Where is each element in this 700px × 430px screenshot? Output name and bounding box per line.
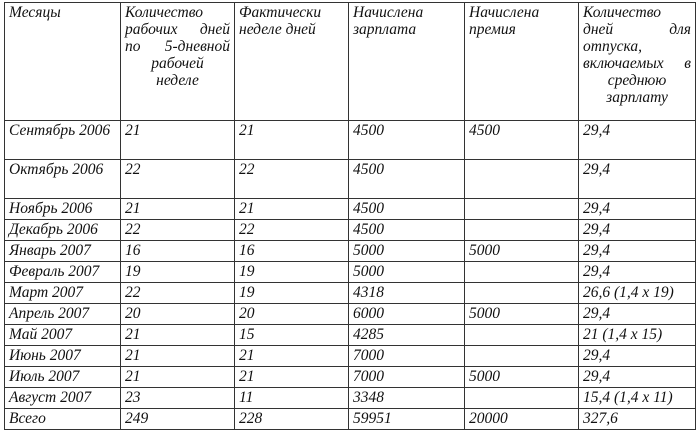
header-workdays-line: неделе bbox=[156, 72, 199, 89]
cell-actual: 21 bbox=[235, 367, 349, 388]
table-row bbox=[5, 220, 696, 241]
cell-workdays: 21 bbox=[121, 199, 235, 220]
cell-month: Январь 2007 bbox=[5, 241, 121, 262]
cell-vacation: 29,4 bbox=[579, 220, 696, 241]
cell-actual: 21 bbox=[235, 346, 349, 367]
table-row bbox=[5, 346, 696, 367]
header-vacation-line: зарплату bbox=[606, 89, 668, 106]
header-workdays-line: Количество bbox=[125, 4, 203, 21]
table-row bbox=[5, 241, 696, 262]
cell-actual: 22 bbox=[235, 220, 349, 241]
cell-vacation: 29,4 bbox=[579, 304, 696, 325]
cell-bonus: 5000 bbox=[465, 367, 579, 388]
cell-actual: 228 bbox=[235, 409, 349, 430]
cell-salary: 3348 bbox=[349, 388, 465, 409]
cell-bonus bbox=[465, 283, 579, 304]
cell-bonus: 5000 bbox=[465, 241, 579, 262]
table-row bbox=[5, 160, 696, 199]
cell-workdays: 21 bbox=[121, 121, 235, 160]
cell-month: Июнь 2007 bbox=[5, 346, 121, 367]
header-bonus-line: Начислена bbox=[469, 4, 540, 21]
header-vacation-line: включаемых в bbox=[583, 55, 691, 72]
cell-workdays: 249 bbox=[121, 409, 235, 430]
cell-vacation: 29,4 bbox=[579, 121, 696, 160]
cell-vacation: 29,4 bbox=[579, 262, 696, 283]
cell-bonus bbox=[465, 346, 579, 367]
cell-workdays: 23 bbox=[121, 388, 235, 409]
cell-salary: 5000 bbox=[349, 262, 465, 283]
cell-actual: 11 bbox=[235, 388, 349, 409]
header-actual bbox=[235, 3, 349, 121]
cell-salary: 4500 bbox=[349, 199, 465, 220]
cell-workdays: 16 bbox=[121, 241, 235, 262]
cell-bonus: 4500 bbox=[465, 121, 579, 160]
cell-workdays: 22 bbox=[121, 283, 235, 304]
header-row bbox=[5, 3, 696, 121]
cell-vacation: 21 (1,4 x 15) bbox=[579, 325, 696, 346]
cell-month: Февраль 2007 bbox=[5, 262, 121, 283]
cell-workdays: 21 bbox=[121, 325, 235, 346]
cell-workdays: 20 bbox=[121, 304, 235, 325]
cell-month: Октябрь 2006 bbox=[5, 160, 121, 199]
header-salary bbox=[349, 3, 465, 121]
header-salary-line: Начислена bbox=[353, 4, 424, 21]
header-actual-line: неделе дней bbox=[239, 21, 316, 38]
table-row bbox=[5, 409, 696, 430]
table-row bbox=[5, 121, 696, 160]
cell-vacation: 26,6 (1,4 x 19) bbox=[579, 283, 696, 304]
cell-salary: 4500 bbox=[349, 160, 465, 199]
cell-actual: 21 bbox=[235, 121, 349, 160]
cell-month: Апрель 2007 bbox=[5, 304, 121, 325]
cell-bonus bbox=[465, 220, 579, 241]
cell-salary: 4318 bbox=[349, 283, 465, 304]
cell-vacation: 327,6 bbox=[579, 409, 696, 430]
cell-month: Декабрь 2006 bbox=[5, 220, 121, 241]
cell-actual: 16 bbox=[235, 241, 349, 262]
header-actual-line: Фактически bbox=[239, 4, 322, 21]
cell-vacation: 29,4 bbox=[579, 346, 696, 367]
header-workdays-line: по 5-дневной bbox=[125, 38, 230, 55]
header-workdays-line: рабочей bbox=[151, 55, 204, 72]
cell-actual: 22 bbox=[235, 160, 349, 199]
header-bonus-line: премия bbox=[469, 21, 516, 38]
header-workdays bbox=[121, 3, 235, 121]
cell-bonus: 20000 bbox=[465, 409, 579, 430]
cell-vacation: 29,4 bbox=[579, 199, 696, 220]
cell-month: Август 2007 bbox=[5, 388, 121, 409]
table-row bbox=[5, 388, 696, 409]
cell-vacation: 15,4 (1,4 x 11) bbox=[579, 388, 696, 409]
cell-salary: 7000 bbox=[349, 367, 465, 388]
cell-vacation: 29,4 bbox=[579, 367, 696, 388]
header-vacation-line: дней для bbox=[583, 21, 691, 38]
cell-bonus bbox=[465, 388, 579, 409]
cell-workdays: 22 bbox=[121, 220, 235, 241]
cell-salary: 4285 bbox=[349, 325, 465, 346]
cell-month: Май 2007 bbox=[5, 325, 121, 346]
header-vacation-line: среднюю bbox=[607, 72, 667, 89]
header-months: Месяцы bbox=[5, 3, 121, 121]
table-row bbox=[5, 367, 696, 388]
cell-month: Март 2007 bbox=[5, 283, 121, 304]
cell-month: Всего bbox=[5, 409, 121, 430]
cell-salary: 4500 bbox=[349, 121, 465, 160]
cell-actual: 21 bbox=[235, 199, 349, 220]
cell-salary: 59951 bbox=[349, 409, 465, 430]
cell-actual: 19 bbox=[235, 283, 349, 304]
cell-workdays: 22 bbox=[121, 160, 235, 199]
header-bonus bbox=[465, 3, 579, 121]
header-vacation-line: отпуска, bbox=[583, 38, 642, 55]
cell-bonus bbox=[465, 325, 579, 346]
cell-workdays: 21 bbox=[121, 346, 235, 367]
table-row bbox=[5, 283, 696, 304]
table-row bbox=[5, 262, 696, 283]
cell-bonus bbox=[465, 160, 579, 199]
header-workdays-line: рабочих дней bbox=[125, 21, 230, 38]
cell-salary: 7000 bbox=[349, 346, 465, 367]
salary-table bbox=[4, 2, 696, 430]
table-row bbox=[5, 304, 696, 325]
cell-workdays: 19 bbox=[121, 262, 235, 283]
cell-month: Июль 2007 bbox=[5, 367, 121, 388]
cell-vacation: 29,4 bbox=[579, 160, 696, 199]
cell-salary: 6000 bbox=[349, 304, 465, 325]
table-row bbox=[5, 325, 696, 346]
cell-actual: 19 bbox=[235, 262, 349, 283]
cell-bonus bbox=[465, 262, 579, 283]
header-vacation bbox=[579, 3, 696, 121]
cell-bonus bbox=[465, 199, 579, 220]
cell-salary: 5000 bbox=[349, 241, 465, 262]
cell-month: Сентябрь 2006 bbox=[5, 121, 121, 160]
cell-salary: 4500 bbox=[349, 220, 465, 241]
cell-bonus: 5000 bbox=[465, 304, 579, 325]
table-row bbox=[5, 199, 696, 220]
cell-month: Ноябрь 2006 bbox=[5, 199, 121, 220]
header-salary-line: зарплата bbox=[353, 21, 417, 38]
cell-actual: 20 bbox=[235, 304, 349, 325]
cell-vacation: 29,4 bbox=[579, 241, 696, 262]
cell-workdays: 21 bbox=[121, 367, 235, 388]
header-vacation-line: Количество bbox=[583, 4, 661, 21]
cell-actual: 15 bbox=[235, 325, 349, 346]
